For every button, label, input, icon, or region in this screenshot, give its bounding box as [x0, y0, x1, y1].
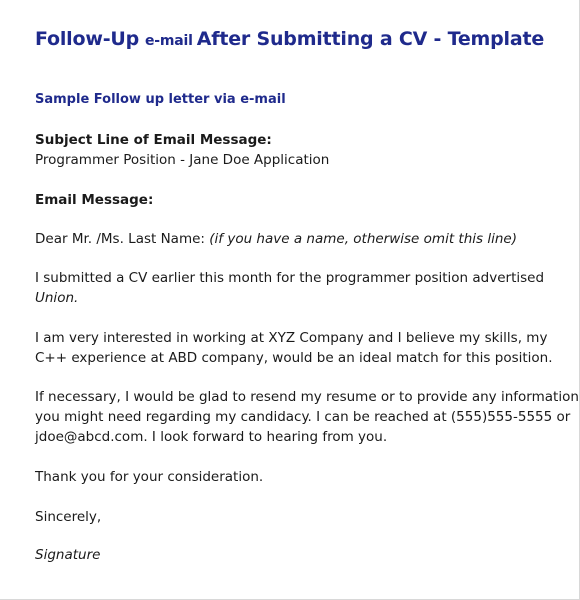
subject-value: Programmer Position - Jane Doe Application — [35, 152, 330, 168]
subheading: Sample Follow up letter via e-mail — [35, 92, 286, 107]
paragraph-3-line-3: jdoe@abcd.com. I look forward to hearing from you. — [35, 429, 388, 445]
paragraph-3-line-1: If necessary, I would be glad to resend my resume or to provide any information — [35, 389, 579, 405]
salutation-line — [35, 229, 517, 249]
email-message-label: Email Message: — [35, 192, 154, 208]
paragraph-2-line-1: I am very interested in working at XYZ Company and I believe my skills, my — [35, 330, 548, 346]
document-title — [35, 28, 544, 50]
salutation-note: (if you have a name, otherwise omit this line) — [209, 231, 517, 247]
paragraph-1-line-2: Union. — [35, 290, 79, 306]
paragraph-2 — [35, 328, 553, 368]
paragraph-3-line-2: you might need regarding my candidacy. I can be reached at (555)555-5555 or — [35, 409, 571, 425]
closing-line: Sincerely, — [35, 509, 102, 525]
signature-line: Signature — [35, 547, 101, 563]
title-part-1: Follow-Up — [35, 28, 140, 50]
subject-label: Subject Line of Email Message: — [35, 132, 272, 148]
paragraph-3 — [35, 387, 579, 447]
title-part-3: After Submitting a CV - Template — [196, 28, 545, 50]
paragraph-2-line-2: C++ experience at ABD company, would be an ideal match for this position. — [35, 350, 553, 366]
paragraph-1-line-1: I submitted a CV earlier this month for the programmer position advertised — [35, 270, 545, 286]
salutation: Dear Mr. /Ms. Last Name: — [35, 231, 205, 247]
subject-section — [35, 130, 329, 170]
paragraph-1 — [35, 268, 544, 308]
title-part-2: e-mail — [145, 33, 193, 49]
thanks-line: Thank you for your consideration. — [35, 469, 264, 485]
